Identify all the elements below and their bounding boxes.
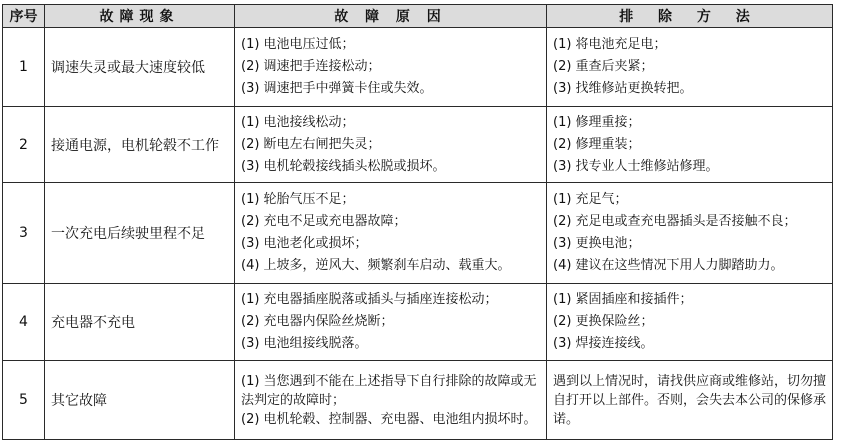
row-fixes (547, 183, 833, 284)
row-causes (235, 183, 547, 284)
cause-item: (3) 电机轮毂接线插头松脱或损坏。 (241, 158, 446, 174)
fix-item: (2) 充足电或查充电器插头是否接触不良； (553, 214, 797, 229)
row-symptom: 充电器不充电 (45, 284, 235, 361)
cause-item: (4) 上坡多，逆风大、频繁刹车启动、载重大。 (241, 258, 511, 273)
header-seq: 序号 (3, 5, 45, 28)
cause-item: (3) 调速把手中弹簧卡住或失效。 (241, 81, 433, 96)
header-cause: 故 障 原 因 (235, 5, 547, 28)
row-causes (235, 361, 547, 440)
row-seq: 2 (3, 107, 45, 183)
cause-item: (1) 电池接线松动； (241, 114, 355, 130)
row-fixes (547, 284, 833, 361)
row-symptom: 接通电源，电机轮毂不工作 (45, 107, 235, 183)
row-fixes (547, 28, 833, 107)
fix-item: (4) 建议在这些情况下用人力脚踏助力。 (553, 258, 784, 273)
table-row (3, 361, 833, 440)
fix-item: 遇到以上情况时，请找供应商或维修站，切勿擅自打开以上部件。否则，会失去本公司的保修承诺。 (553, 373, 827, 427)
row-seq: 1 (3, 28, 45, 107)
row-fixes (547, 107, 833, 183)
fix-item: (1) 充足气； (553, 192, 628, 207)
row-causes (235, 28, 547, 107)
cause-item: (3) 电池老化或损坏； (241, 236, 368, 251)
fix-item: (2) 更换保险丝； (553, 314, 654, 329)
fix-item: (3) 找维修站更换转把。 (553, 81, 693, 96)
row-causes (235, 284, 547, 361)
fix-item: (3) 更换电池； (553, 236, 641, 251)
cause-item: (2) 充电不足或充电器故障； (241, 214, 407, 229)
row-symptom: 其它故障 (45, 361, 235, 440)
cause-item: (3) 电池组接线脱落。 (241, 336, 368, 351)
cause-item: (1) 轮胎气压不足； (241, 192, 355, 207)
table-row (3, 183, 833, 284)
fix-item: (3) 找专业人士维修站修理。 (553, 158, 719, 174)
header-symptom: 故障现象 (45, 5, 235, 28)
fix-item: (1) 紧固插座和接插件； (553, 292, 693, 307)
row-symptom: 调速失灵或最大速度较低 (45, 28, 235, 107)
fix-item: (1) 修理重接； (553, 114, 641, 130)
row-symptom: 一次充电后续驶里程不足 (45, 183, 235, 284)
row-seq: 4 (3, 284, 45, 361)
fix-item: (2) 重查后夹紧； (553, 59, 654, 74)
row-fixes (547, 361, 833, 440)
row-seq: 5 (3, 361, 45, 440)
cause-item: (2) 充电器内保险丝烧断； (241, 314, 394, 329)
cause-item: (2) 电机轮毂、控制器、充电器、电池组内损坏时。 (241, 411, 537, 427)
cause-item: (1) 电池电压过低； (241, 37, 355, 52)
cause-item: (2) 断电左右闸把失灵； (241, 136, 381, 152)
row-seq: 3 (3, 183, 45, 284)
fix-item: (3) 焊接连接线。 (553, 336, 654, 351)
table-row (3, 284, 833, 361)
cause-item: (1) 充电器插座脱落或插头与插座连接松动； (241, 292, 498, 307)
table-row (3, 28, 833, 107)
table-row (3, 107, 833, 183)
row-causes (235, 107, 547, 183)
fix-item: (2) 修理重装； (553, 136, 641, 152)
cause-item: (1) 当您遇到不能在上述指导下自行排除的故障或无法判定的故障时； (241, 373, 537, 408)
header-row (3, 5, 833, 28)
cause-item: (2) 调速把手连接松动； (241, 59, 381, 74)
troubleshooting-table (2, 4, 833, 440)
header-fix: 排 除 方 法 (547, 5, 833, 28)
fix-item: (1) 将电池充足电； (553, 37, 667, 52)
